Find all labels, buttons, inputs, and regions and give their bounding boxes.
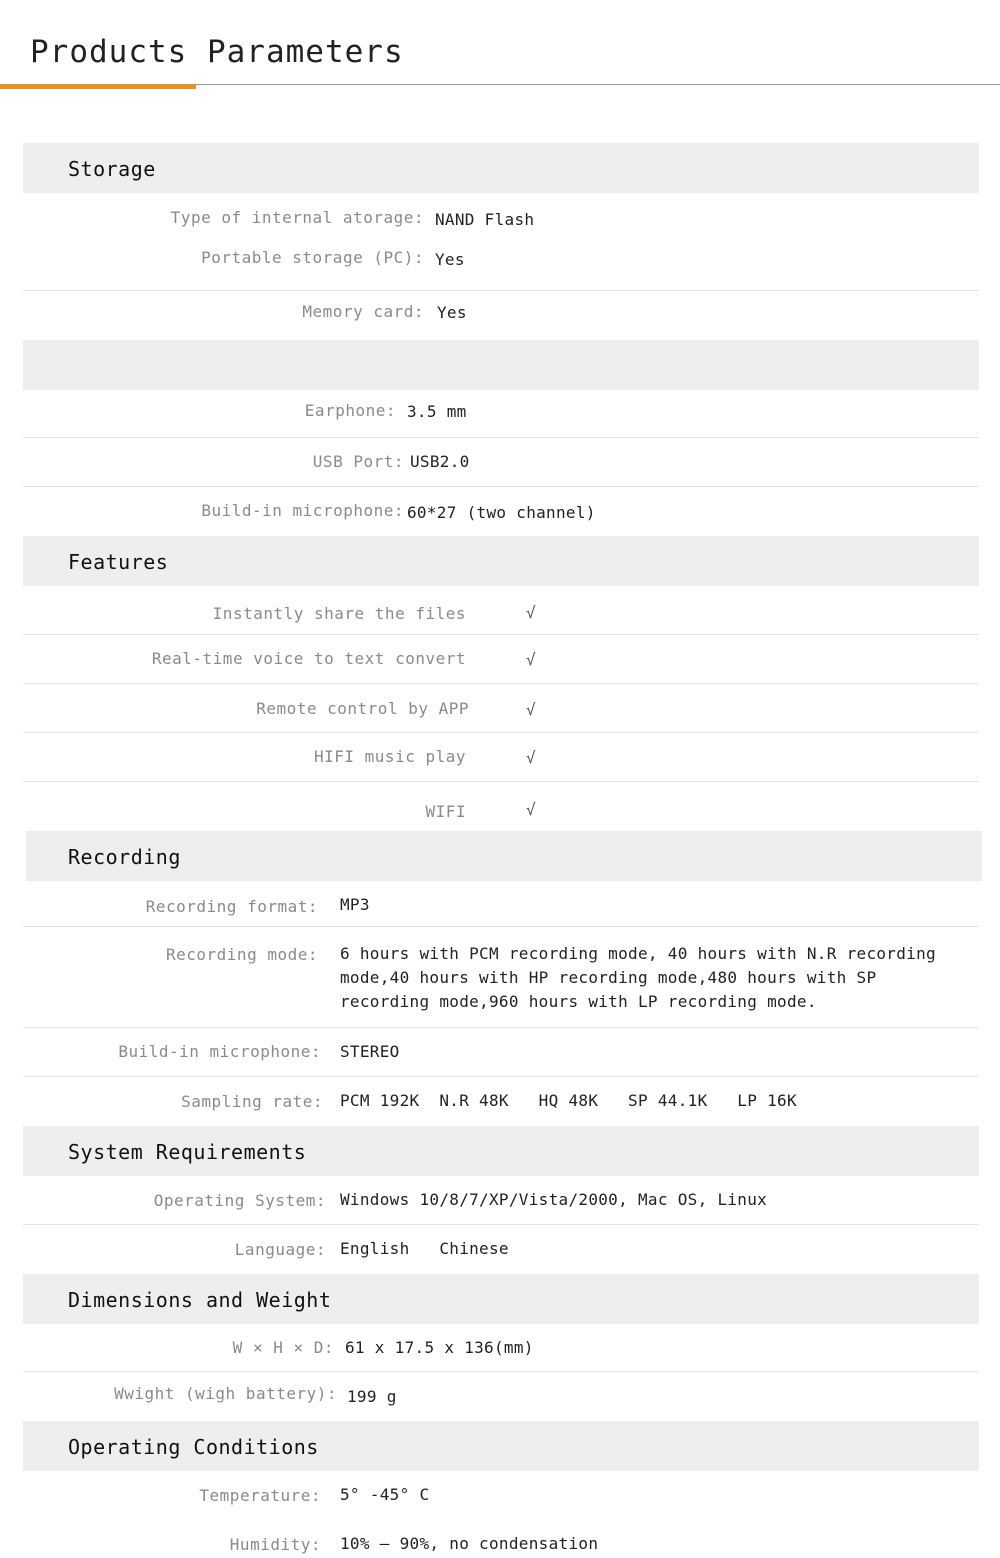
row-divider <box>23 634 979 635</box>
section-header-system <box>23 1126 979 1176</box>
row-divider <box>23 1224 979 1225</box>
row-divider <box>23 926 979 927</box>
spec-label: W × H × D: <box>232 1338 334 1357</box>
section-title-conditions: Operating Conditions <box>68 1435 319 1459</box>
row-divider <box>23 732 979 733</box>
spec-value: 3.5 mm <box>407 402 467 421</box>
section-title-storage: Storage <box>68 157 156 181</box>
section-header-recording <box>26 831 982 881</box>
row-divider <box>23 290 979 291</box>
feature-label: Real-time voice to text convert <box>151 649 466 668</box>
section-title-dimensions: Dimensions and Weight <box>68 1288 332 1312</box>
section-header-storage <box>23 143 979 193</box>
row-divider <box>23 437 979 438</box>
spec-value: Windows 10/8/7/XP/Vista/2000, Mac OS, Linux <box>340 1190 768 1209</box>
row-divider <box>23 1027 979 1028</box>
spec-label: Humidity: <box>229 1535 321 1554</box>
spec-label: Wwight (wigh battery): <box>114 1384 337 1403</box>
page-title: Products Parameters <box>30 34 404 70</box>
section-header-features <box>23 536 979 586</box>
check-icon: √ <box>526 800 536 819</box>
spec-value: 61 x 17.5 x 136(mm) <box>345 1338 534 1357</box>
spec-label: Portable storage (PC): <box>201 248 424 267</box>
spec-label: USB Port: <box>312 452 404 471</box>
section-header-dimensions <box>23 1274 979 1324</box>
spec-value: PCM 192K N.R 48K HQ 48K SP 44.1K LP 16K <box>340 1091 797 1110</box>
feature-label: WIFI <box>425 802 466 821</box>
check-icon: √ <box>526 603 536 622</box>
spec-value: 60*27 (two channel) <box>407 503 596 522</box>
row-divider <box>23 1371 979 1372</box>
feature-label: HIFI music play <box>314 747 466 766</box>
spec-value: Yes <box>435 250 465 269</box>
section-header-ports <box>23 340 979 390</box>
spec-value: USB2.0 <box>410 452 470 471</box>
section-title-system: System Requirements <box>68 1140 307 1164</box>
spec-label: Operating System: <box>153 1191 326 1210</box>
spec-label: Build-in microphone: <box>201 501 404 520</box>
spec-label: Recording format: <box>145 897 318 916</box>
row-divider <box>23 486 979 487</box>
section-header-conditions <box>23 1421 979 1471</box>
spec-value: 199 g <box>347 1387 397 1406</box>
check-icon: √ <box>526 650 536 669</box>
spec-label: Recording mode: <box>166 945 318 964</box>
spec-label: Language: <box>234 1240 326 1259</box>
spec-label: Sampling rate: <box>181 1092 323 1111</box>
spec-value: 10% — 90%, no condensation <box>340 1534 599 1553</box>
row-divider <box>23 1076 979 1077</box>
spec-label: Memory card: <box>302 302 424 321</box>
feature-label: Remote control by APP <box>256 699 469 718</box>
spec-value: Yes <box>437 303 467 322</box>
spec-value: 5° -45° C <box>340 1485 430 1504</box>
section-title-features: Features <box>68 550 169 574</box>
spec-label: Earphone: <box>304 401 396 420</box>
spec-value: STEREO <box>340 1042 400 1061</box>
spec-label: Build-in microphone: <box>118 1042 321 1061</box>
title-accent-bar <box>0 84 196 89</box>
row-divider <box>23 683 979 684</box>
spec-value: MP3 <box>340 895 370 914</box>
section-title-recording: Recording <box>68 845 181 869</box>
spec-value: NAND Flash <box>435 210 535 229</box>
spec-value: 6 hours with PCM recording mode, 40 hours with N.R recording mode,40 hours with HP recording mode,480 hours with SP recording mode,960 hours with LP recording mode. <box>340 944 936 1011</box>
spec-label: Temperature: <box>199 1486 321 1505</box>
spec-value: English Chinese <box>340 1239 509 1258</box>
spec-label: Type of internal atorage: <box>170 208 424 227</box>
check-icon: √ <box>526 748 536 767</box>
check-icon: √ <box>526 700 536 719</box>
row-divider <box>23 781 979 782</box>
feature-label: Instantly share the files <box>212 604 466 623</box>
